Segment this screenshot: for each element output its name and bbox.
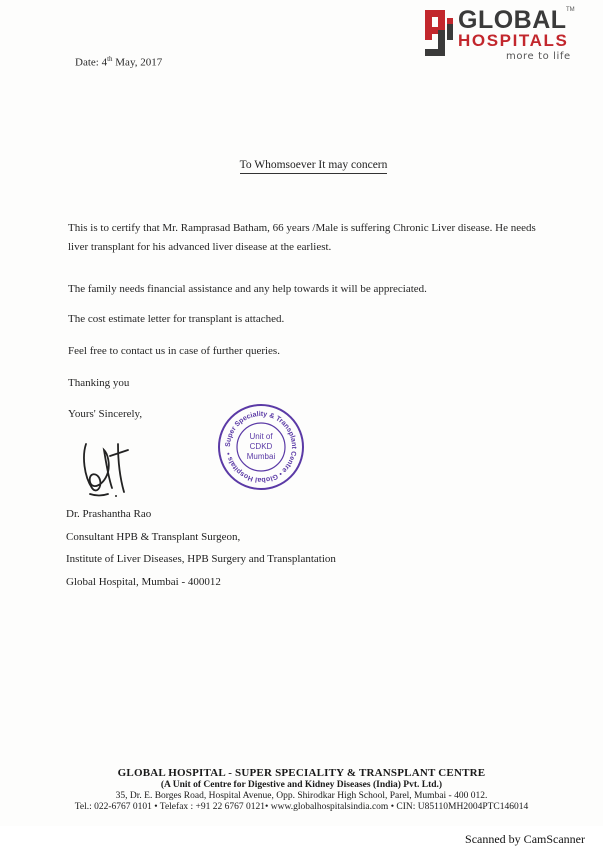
closing-sincerely: Yours' Sincerely,	[68, 408, 143, 420]
letter-heading	[0, 159, 603, 174]
stamp-center-line-2: CDKD	[249, 442, 273, 451]
paragraph-estimate: The cost estimate letter for transplant is attached.	[68, 313, 285, 325]
footer-unit-of: (A Unit of Centre for Digestive and Kidney Diseases (India) Pvt. Ltd.)	[160, 780, 443, 790]
signer-title: Consultant HPB & Transplant Surgeon,	[66, 530, 241, 543]
paragraph-queries: Feel free to contact us in case of further queries.	[68, 345, 280, 357]
footer-hospital-name: GLOBAL HOSPITAL - SUPER SPECIALITY & TRANSPLANT CENTRE	[117, 767, 486, 779]
paragraph-financial: The family needs financial assistance and any help towards it will be appreciated.	[68, 283, 427, 295]
signer-location: Global Hospital, Mumbai - 400012	[66, 575, 221, 588]
date-rest: May, 2017	[115, 56, 163, 69]
logo-tagline: more to life	[506, 51, 571, 62]
date-suffix: th	[107, 55, 113, 63]
footer-address: 35, Dr. E. Borges Road, Hospital Avenue, Opp. Shirodkar High School, Parel, Mumbai - 400 012.	[115, 791, 488, 801]
signer-name: Dr. Prashantha Rao	[66, 508, 152, 520]
gh-logo-mark-icon	[424, 8, 454, 58]
logo-brand-top: GLOBAL	[458, 6, 567, 34]
date-prefix: Date:	[75, 56, 99, 69]
logo-brand-bottom: HOSPITALS	[458, 31, 569, 50]
paragraph-certification: This is to certify that Mr. Ramprasad Batham, 66 years /Male is suffering Chronic Liver disease. He needs liver transplant for his advanced liver disease at the earliest.	[68, 222, 536, 253]
stamp-center-line-3: Mumbai	[246, 452, 276, 461]
scanner-watermark: Scanned by CamScanner	[465, 832, 585, 846]
letter-date	[75, 55, 162, 69]
logo-trademark: TM	[566, 7, 575, 13]
heading-text: To Whomsoever It may concern	[240, 159, 388, 174]
letterhead-footer	[0, 767, 603, 812]
date-day: 4	[101, 56, 108, 69]
signer-block	[66, 503, 336, 593]
hospital-stamp	[216, 402, 306, 492]
footer-contact: Tel.: 022-6767 0101 • Telefax : +91 22 6767 0121• www.globalhospitalsindia.com • CIN: U85110MH2004PTC146014	[74, 802, 529, 812]
stamp-ring-text: Super Speciality & Transplant Centre • Global Hospitals •	[224, 410, 298, 484]
global-hospitals-logo	[424, 6, 589, 62]
stamp-center-line-1: Unit of	[249, 432, 273, 441]
signer-department: Institute of Liver Diseases, HPB Surgery and Transplantation	[66, 553, 336, 565]
closing-thanks: Thanking you	[68, 377, 130, 389]
handwritten-signature	[78, 436, 138, 502]
